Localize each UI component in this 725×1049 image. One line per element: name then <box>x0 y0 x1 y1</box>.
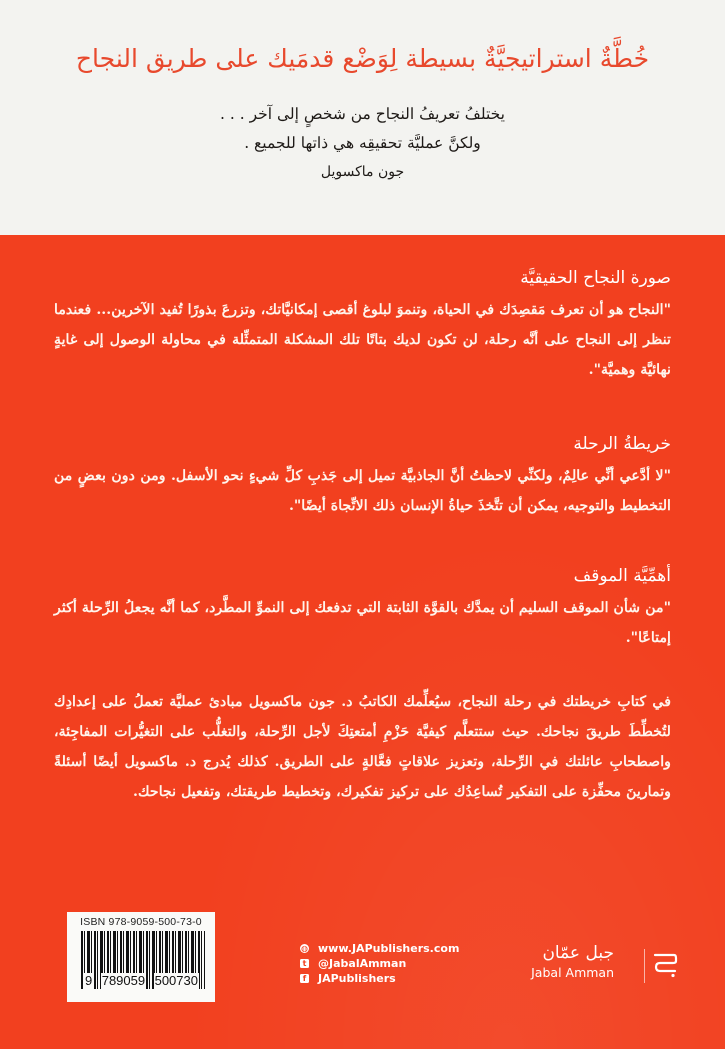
publisher-contacts <box>300 941 459 986</box>
cover-top-panel <box>0 0 725 235</box>
barcode-digit-group: 789059 <box>101 973 146 988</box>
section-body: "النجاح هو أن تعرف مَقصِدَك في الحياة، وتنموَ لبلوغ أقصى إمكانيَّاتك، وتزرعَ بذورًا تُفيد الآخرين... فعندما تنظر إلى النجاح على أنَّه رحلة، لن تكون لديك بتاتًا تلك المشكلة المتمثِّلة في محاولة الوصول إلى غايةٍ نهائيَّة وهميَّة". <box>54 302 671 378</box>
section-heading: أهمِّيَّة الموقف <box>573 566 671 586</box>
twitter-icon: t <box>300 959 309 968</box>
publisher-fine-print <box>520 953 530 979</box>
jabal-amman-logo-icon <box>652 951 678 979</box>
barcode <box>81 931 205 989</box>
book-summary <box>54 683 671 807</box>
contact-website[interactable] <box>300 941 459 956</box>
facebook-icon: f <box>300 974 309 983</box>
globe-icon: ◍ <box>301 944 308 953</box>
isbn-label: ISBN 978-9059-500-73-0 <box>80 916 202 928</box>
quote-author: جون ماكسويل <box>320 164 405 180</box>
summary-text: في كتابِ خريطتك في رحلة النجاح، سيُعلِّمك الكاتبُ د. جون ماكسويل مبادئ عمليَّة تعملُ على إعدادِك لتُخطِّطَ طريقَ نجاحك. حيث ستتعلَّم كيفيَّة حَزْمِ أمتعتِكَ لأجل الرِّحلة، والتغلُّب على التغيُّرات المفاجِئة، واصطحابِ عائلتك في الرِّحلة، وتعزيز علاقاتٍ فعَّالةٍ على الطريق. كذلك يُدرج د. ماكسويل أيضًا أسئلةً وتمارينَ محفِّزة على التفكير تُساعِدُك على تركيز تفكيرك، وتخطيط طريقتك، وتفعيل نجاحك. <box>54 694 671 800</box>
epigraph-quote <box>0 100 725 184</box>
logo-divider <box>644 949 645 983</box>
barcode-digits <box>81 973 205 989</box>
section-true-success <box>54 265 671 385</box>
contact-twitter[interactable] <box>300 956 459 971</box>
website-link[interactable]: www.JAPublishers.com <box>318 942 460 955</box>
twitter-handle[interactable]: @JabalAmman <box>318 957 407 970</box>
barcode-digit-group: 500730 <box>154 973 198 988</box>
section-heading: صورة النجاح الحقيقيَّة <box>520 268 671 288</box>
isbn-barcode-box <box>67 912 215 1002</box>
barcode-digit-group: 9 <box>85 973 93 988</box>
quote-line: ولكنَّ عمليَّة تحقيقِه هي ذاتها للجميع . <box>244 134 481 152</box>
section-journey-map <box>54 431 671 521</box>
section-heading: خريطةُ الرحلة <box>573 434 671 454</box>
section-body: "لا أدَّعي أنِّي عالِمٌ، ولكنِّي لاحظتُ أنَّ الجاذبيَّة تميل إلى جَذبِ كلِّ شيءٍ نحو الأسفل. ومن دون بعضٍ من التخطيط والتوجيه، يمكن أن تتَّخذَ حياةُ الإنسان ذلك الاتِّجاهَ أيضًا". <box>54 468 671 514</box>
section-body: "من شأن الموقف السليم أن يمدَّك بالقوَّة الثابتة التي تدفعك إلى النموِّ المطَّرد، كما أنَّه يجعلُ الرِّحلة أكثر إمتاعًا". <box>54 600 671 646</box>
tagline: خُطَّةٌ استراتيجيَّةٌ بسيطة لِوَضْع قدمَيك على طريق النجاح <box>75 44 650 73</box>
section-attitude <box>54 563 671 653</box>
quote-line: يختلفُ تعريفُ النجاح من شخصٍ إلى آخر . . . <box>220 105 505 123</box>
publisher-name-arabic: جبل عمّان <box>542 943 614 963</box>
publisher-logo-block <box>520 945 680 990</box>
contact-facebook[interactable] <box>300 971 459 986</box>
facebook-page[interactable]: JAPublishers <box>318 972 396 985</box>
publisher-name-english: Jabal Amman <box>531 965 614 980</box>
